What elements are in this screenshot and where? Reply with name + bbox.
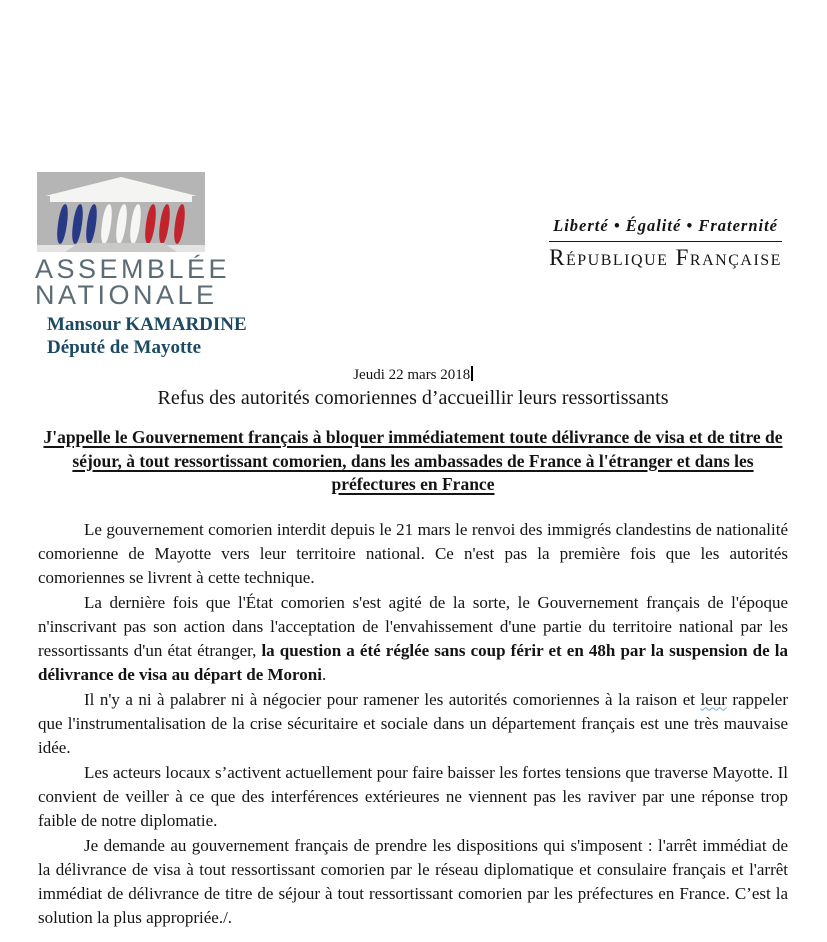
- body-text: [38, 518, 788, 930]
- logo-column-white: [114, 204, 127, 245]
- paragraph-3-before: Il n'y a ni à palabrer ni à négocier pour ramener les autorités comoriennes à la raison et: [84, 689, 701, 709]
- logo-column-red: [144, 204, 157, 245]
- deputy-name: Mansour KAMARDINE: [47, 314, 247, 335]
- paragraph-2-bold: la question a été réglée sans coup férir et en 48h par la suspension de la délivrance de visa au départ de Moroni: [38, 640, 788, 684]
- paragraph-2: [38, 591, 788, 687]
- logo-column-blue: [71, 204, 84, 245]
- logo-column-white: [129, 204, 142, 245]
- logo-tricolor-columns: [58, 204, 184, 244]
- subject-line: Refus des autorités comoriennes d’accueillir leurs ressortissants: [157, 387, 669, 409]
- logo-column-blue: [56, 204, 69, 245]
- republique-francaise-block: [549, 216, 782, 271]
- logo-column-red: [158, 204, 171, 245]
- logo-base-trapezoid: [65, 243, 177, 252]
- logo-column-white: [100, 204, 113, 245]
- wordmark-line-1: ASSEMBLÉE: [35, 254, 231, 284]
- deputy-title: Député de Mayotte: [47, 337, 202, 358]
- deputy-identity: [47, 313, 247, 359]
- logo-entablature-shape: [50, 195, 192, 202]
- wordmark-line-2: NATIONALE: [35, 280, 218, 310]
- headline: J'appelle le Gouvernement français à bloquer immédiatement toute délivrance de visa et de titre de séjour, à tout ressortissant comorien, dans les ambassades de France à l'étranger et dans les préfectures en France: [43, 427, 783, 494]
- logo-column-red: [173, 204, 186, 245]
- paragraph-1: Le gouvernement comorien interdit depuis le 21 mars le renvoi des immigrés clandestins de nationalité comorienne de Mayotte vers leur territoire national. Ce n'est pas la première fois que les autorités comoriennes se livrent à cette technique.: [38, 519, 788, 587]
- paragraph-3-after: rappeler que l'instrumentalisation de la crise sécuritaire et sociale dans un département français est une très mauvaise idée.: [38, 689, 788, 757]
- assemblee-nationale-logo: [37, 172, 205, 252]
- document-date: Jeudi 22 mars 2018: [353, 367, 471, 383]
- paragraph-2-end: .: [321, 664, 327, 684]
- republique-francaise-label: République Française: [549, 245, 782, 270]
- date-line: [38, 366, 788, 384]
- assemblee-nationale-wordmark: [35, 256, 230, 308]
- logo-column-blue: [85, 204, 98, 245]
- spellcheck-flagged-word: leur: [700, 689, 727, 709]
- paragraph-2-regular: La dernière fois que l'État comorien s'est agité de la sorte, le Gouvernement français de l'époque n'inscrivant pas son action dans l'acceptation de l'envahissement d'une partie du territoire national par les ressortissants d'un état étranger,: [38, 592, 788, 660]
- text-cursor: [471, 366, 473, 381]
- paragraph-5: Je demande au gouvernement français de prendre les dispositions qui s'imposent : l'arrêt immédiat de la délivrance de visa à tout ressortissant comorien par le réseau diplomatique et consulaire français et l'arrêt immédiat de délivrance de titre de séjour à tout ressortissant comorien par les préfectures en France. C’est la solution la plus appropriée./.: [38, 835, 788, 927]
- paragraph-4: Les acteurs locaux s’activent actuellement pour faire baisser les fortes tensions que traverse Mayotte. Il convient de veiller à ce que des interférences extérieures ne viennent pas les raviver par une réponse trop faible de notre diplomatie.: [38, 762, 788, 830]
- national-motto: Liberté • Égalité • Fraternité: [549, 216, 782, 242]
- paragraph-3: [38, 688, 788, 760]
- logo-pediment-shape: [45, 177, 197, 196]
